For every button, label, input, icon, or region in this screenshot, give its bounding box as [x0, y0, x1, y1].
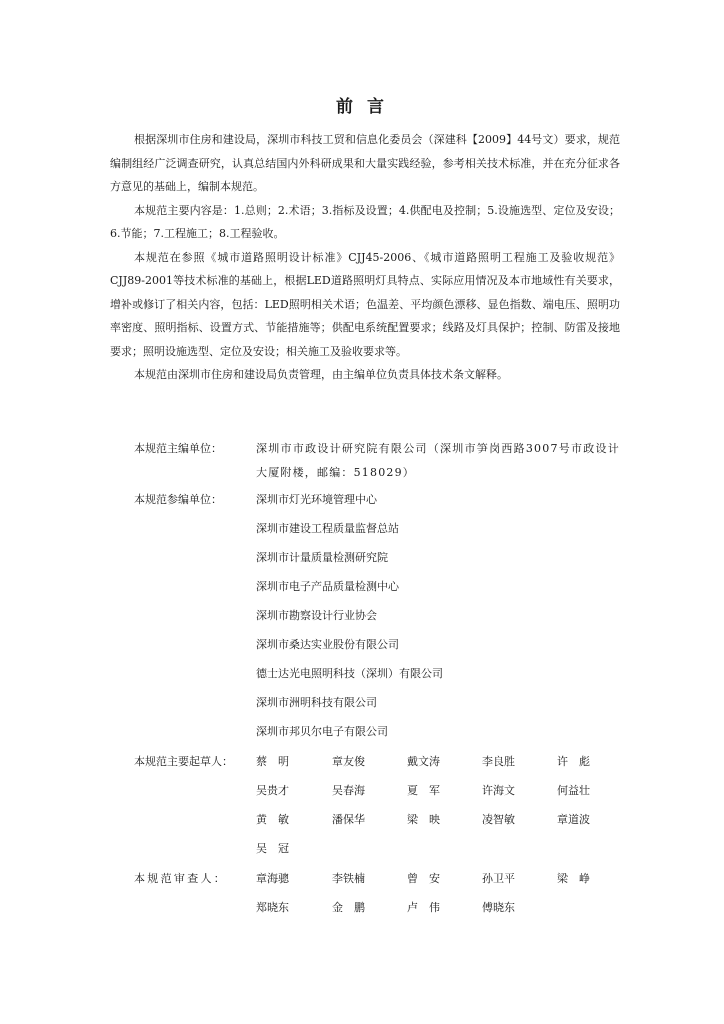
drafter-name: 许海文 — [482, 784, 515, 797]
participant-unit: 深圳市电子产品质量检测中心 — [256, 580, 399, 593]
preface-paragraph-3: 本规范在参照《城市道路照明设计标准》CJJ45-2006、《城市道路照明工程施工及验收规范》CJJ89-2001等技术标准的基础上，根据LED道路照明灯具特点、实际应用情况及本市地域性有关要求，增补或修订了相关内容，包括：LED照明相关术语；色温差、平均颜色漂移、显色指数、端电压、照明功率密度、照明指标、设置方式、节能措施等；供配电系统配置要求；线路及灯具保护；控制、防雷及接地要求；照明设施选型、定位及安设；相关施工及验收要求等。 — [110, 250, 620, 358]
drafter-name: 许 彪 — [557, 755, 590, 768]
preface-body — [110, 128, 620, 387]
reviewer-name: 李铁楠 — [332, 872, 365, 885]
reviewer-name: 金 鹏 — [332, 901, 365, 914]
drafter-name: 戴文涛 — [407, 755, 440, 768]
reviewer-name: 曾 安 — [407, 872, 440, 885]
drafter-name: 吴春海 — [332, 784, 365, 797]
reviewer-name: 梁 峥 — [557, 872, 590, 885]
drafter-name: 梁 映 — [407, 813, 440, 826]
drafter-name: 李良胜 — [482, 755, 515, 768]
drafter-name: 凌智敏 — [482, 813, 515, 826]
drafter-name: 吴 冠 — [256, 842, 289, 855]
preface-paragraph-4: 本规范由深圳市住房和建设局负责管理，由主编单位负责具体技术条文解释。 — [134, 368, 508, 381]
preface-paragraph-2: 本规范主要内容是：1.总则；2.术语；3.指标及设置；4.供配电及控制；5.设施选型、定位及安设；6.节能；7.工程施工；8.工程验收。 — [110, 203, 620, 240]
drafter-name: 夏 军 — [407, 784, 440, 797]
drafter-name: 何益壮 — [557, 784, 590, 797]
drafters-label: 本规范主要起草人： — [134, 755, 233, 768]
drafter-name: 蔡 明 — [256, 755, 289, 768]
chief-unit-text: 深圳市市政设计研究院有限公司（深圳市笋岗西路3007号市政设计大厦附楼，邮编：518029） — [256, 442, 620, 479]
page-title: 前 言 — [336, 97, 388, 117]
drafter-name: 章友俊 — [332, 755, 365, 768]
drafter-name: 吴贵才 — [256, 784, 289, 797]
preface-paragraph-1: 根据深圳市住房和建设局，深圳市科技工贸和信息化委员会（深建科【2009】44号文）要求，规范编制组经广泛调查研究，认真总结国内外科研成果和大量实践经验，参考相关技术标准，并在充分征求各方意见的基础上，编制本规范。 — [110, 133, 620, 193]
participant-unit: 深圳市勘察设计行业协会 — [256, 609, 377, 622]
chief-unit-label: 本规范主编单位： — [134, 442, 222, 455]
drafter-name: 黄 敏 — [256, 813, 289, 826]
participant-unit: 德士达光电照明科技（深圳）有限公司 — [256, 667, 443, 680]
participant-unit: 深圳市灯光环境管理中心 — [256, 493, 377, 506]
participant-unit: 深圳市桑达实业股份有限公司 — [256, 638, 399, 651]
reviewer-name: 郑晓东 — [256, 901, 289, 914]
participant-unit: 深圳市洲明科技有限公司 — [256, 696, 377, 709]
drafter-name: 章道波 — [557, 813, 590, 826]
participant-unit: 深圳市计量质量检测研究院 — [256, 551, 388, 564]
reviewer-name: 章海骢 — [256, 872, 289, 885]
participants-label: 本规范参编单位： — [134, 493, 222, 506]
reviewer-name: 傅晓东 — [482, 901, 515, 914]
chief-unit-value — [256, 437, 620, 485]
reviewer-name: 孙卫平 — [482, 872, 515, 885]
reviewer-name: 卢 伟 — [407, 901, 440, 914]
participant-unit: 深圳市建设工程质量监督总站 — [256, 522, 399, 535]
participant-unit: 深圳市邦贝尔电子有限公司 — [256, 725, 388, 738]
drafter-name: 潘保华 — [332, 813, 365, 826]
reviewers-label: 本规范审查人： — [134, 872, 228, 885]
